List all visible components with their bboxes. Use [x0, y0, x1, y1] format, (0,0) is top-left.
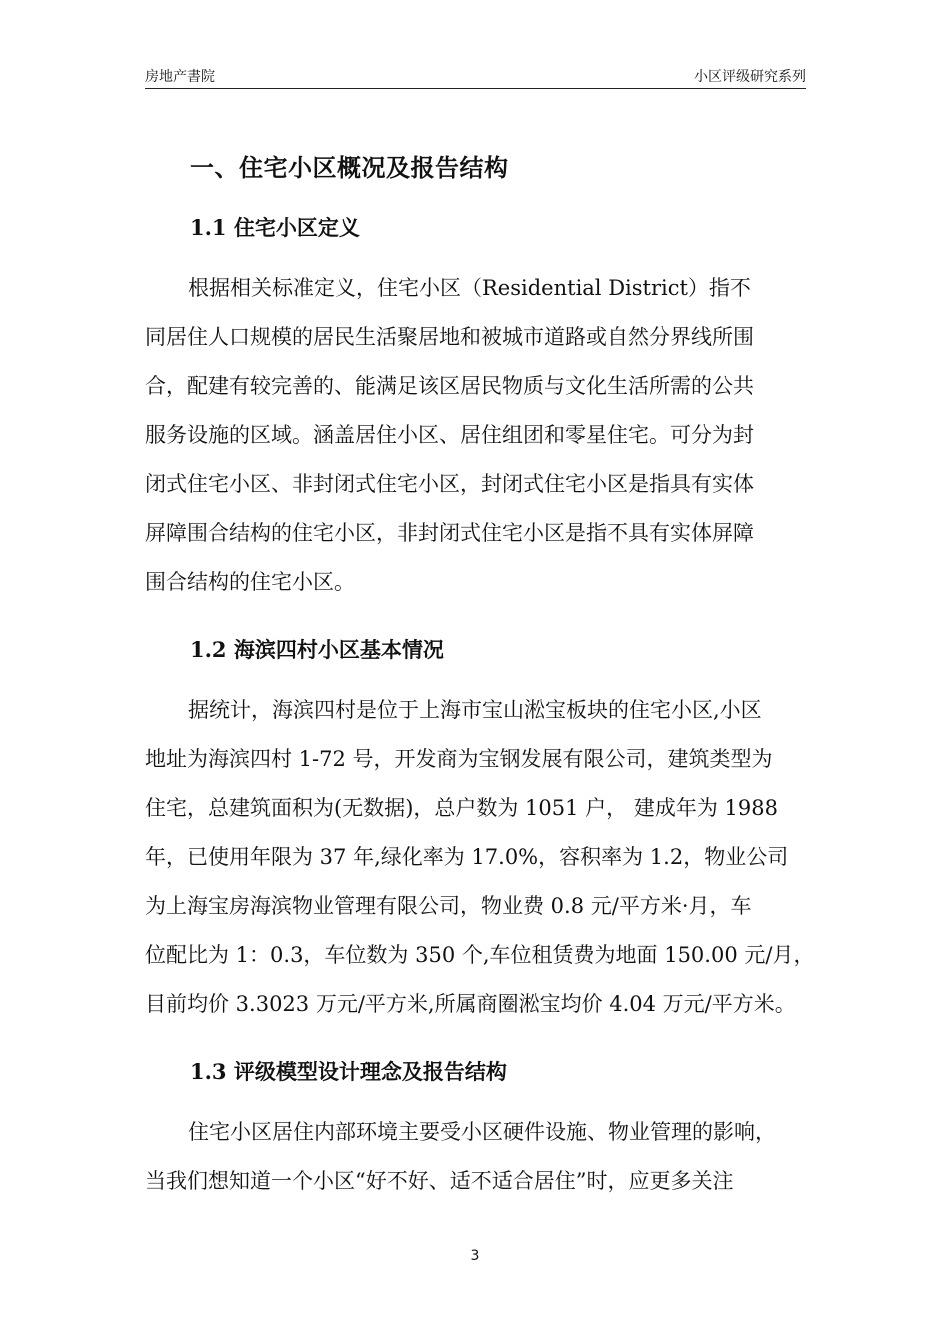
paragraph-line: 同居住人口规模的居民生活聚居地和被城市道路或自然分界线所围 [145, 325, 754, 349]
paragraph-line: 据统计，海滨四村是位于上海市宝山淞宝板块的住宅小区,小区 [188, 698, 762, 722]
subsection-1-1-paragraph [145, 264, 810, 607]
section-title: 一、住宅小区概况及报告结构 [190, 153, 509, 182]
subsection-1-2-title: 1.2 海滨四村小区基本情况 [190, 637, 444, 662]
page-header [145, 66, 806, 88]
paragraph-line: 服务设施的区域。涵盖居住小区、居住组团和零星住宅。可分为封 [145, 423, 754, 447]
subsection-1-3-title: 1.3 评级模型设计理念及报告结构 [190, 1059, 507, 1084]
paragraph-line: 闭式住宅小区、非封闭式住宅小区，封闭式住宅小区是指具有实体 [145, 472, 754, 496]
subsection-1-2-paragraph [145, 686, 815, 1029]
paragraph-line: 目前均价 3.3023 万元/平方米,所属商圈淞宝均价 4.04 万元/平方米。 [145, 992, 796, 1016]
paragraph-line: 住宅小区居住内部环境主要受小区硬件设施、物业管理的影响， [188, 1120, 776, 1144]
paragraph-line: 为上海宝房海滨物业管理有限公司，物业费 0.8 元/平方米·月，车 [145, 894, 752, 918]
header-divider [145, 88, 806, 89]
page-number: 3 [470, 1248, 480, 1264]
header-publisher: 房地产書院 [145, 69, 215, 85]
paragraph-line: 合，配建有较完善的、能满足该区居民物质与文化生活所需的公共 [145, 374, 754, 398]
paragraph-line: 位配比为 1：0.3，车位数为 350 个,车位租赁费为地面 150.00 元/月， [145, 943, 815, 967]
paragraph-line: 当我们想知道一个小区“好不好、适不适合居住”时，应更多关注 [145, 1169, 734, 1193]
paragraph-line: 根据相关标准定义，住宅小区（Residential District）指不 [188, 276, 751, 300]
subsection-1-3-paragraph [145, 1108, 810, 1206]
subsection-1-1-title: 1.1 住宅小区定义 [190, 215, 360, 240]
header-series-title: 小区评级研究系列 [694, 69, 806, 85]
paragraph-line: 年，已使用年限为 37 年,绿化率为 17.0%，容积率为 1.2，物业公司 [145, 845, 789, 869]
paragraph-line: 屏障围合结构的住宅小区，非封闭式住宅小区是指不具有实体屏障 [145, 521, 754, 545]
paragraph-line: 地址为海滨四村 1-72 号，开发商为宝钢发展有限公司，建筑类型为 [145, 747, 773, 771]
paragraph-line: 围合结构的住宅小区。 [145, 570, 355, 594]
paragraph-line: 住宅，总建筑面积为(无数据)，总户数为 1051 户， 建成年为 1988 [145, 796, 778, 820]
